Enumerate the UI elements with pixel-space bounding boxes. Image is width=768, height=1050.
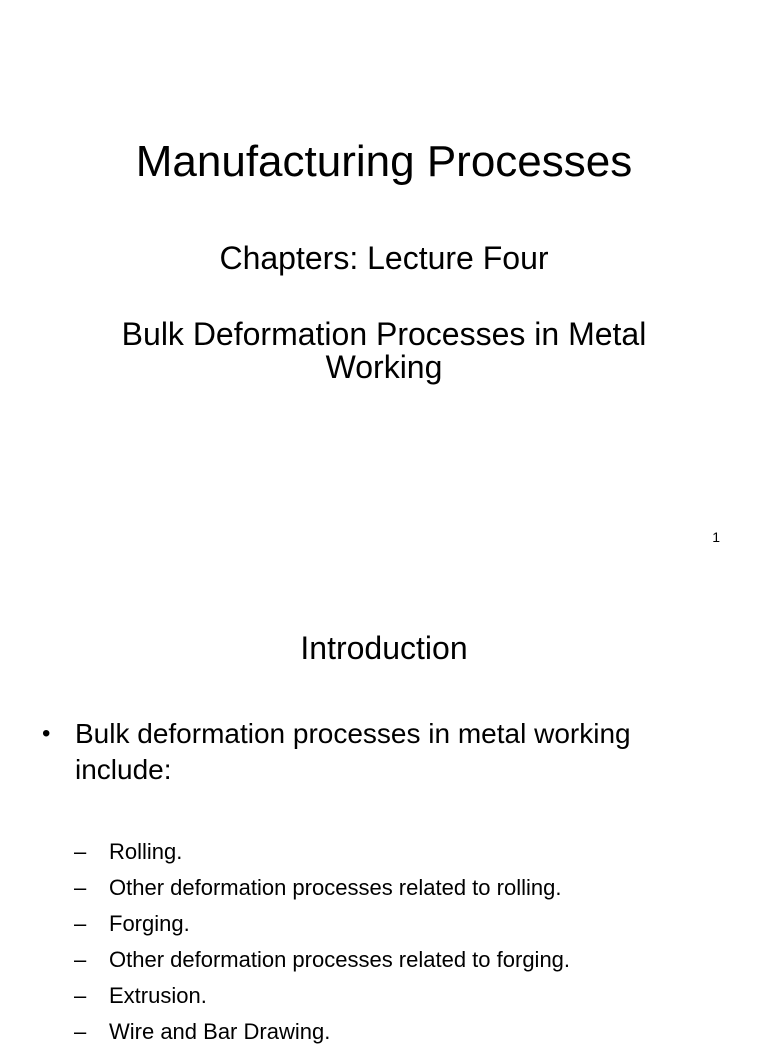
bullet-item <box>42 716 722 788</box>
bullet-text: Bulk deformation processes in metal working include: <box>75 718 631 785</box>
list-item-text: Forging. <box>109 911 190 936</box>
list-item <box>74 978 754 1014</box>
list-item-text: Rolling. <box>109 839 183 864</box>
list-item <box>74 942 754 978</box>
list-item-text: Other deformation processes related to forging. <box>109 947 571 972</box>
list-item-text: Extrusion. <box>109 983 207 1008</box>
list-item-text: Wire and Bar Drawing. <box>109 1019 331 1044</box>
slide-subtitle: Chapters: Lecture Four <box>219 240 549 276</box>
dash-marker: – <box>74 1019 87 1044</box>
list-item <box>74 906 754 942</box>
list-item-text: Other deformation processes related to rolling. <box>109 875 562 900</box>
slide-topic: Bulk Deformation Processes in Metal Working <box>121 316 647 385</box>
dash-marker: – <box>74 839 87 864</box>
slide-title: Manufacturing Processes <box>135 137 633 186</box>
slide-2 <box>0 576 768 1044</box>
dash-marker: – <box>74 875 87 900</box>
page-number: 1 <box>712 529 720 545</box>
dash-marker: – <box>74 911 87 936</box>
slide-title: Introduction <box>300 630 468 666</box>
bullet-marker: • <box>42 720 51 747</box>
list-item <box>74 870 754 906</box>
dash-marker: – <box>74 983 87 1008</box>
sub-bullet-list <box>74 834 754 1050</box>
list-item <box>74 1014 754 1050</box>
list-item <box>74 834 754 870</box>
dash-marker: – <box>74 947 87 972</box>
